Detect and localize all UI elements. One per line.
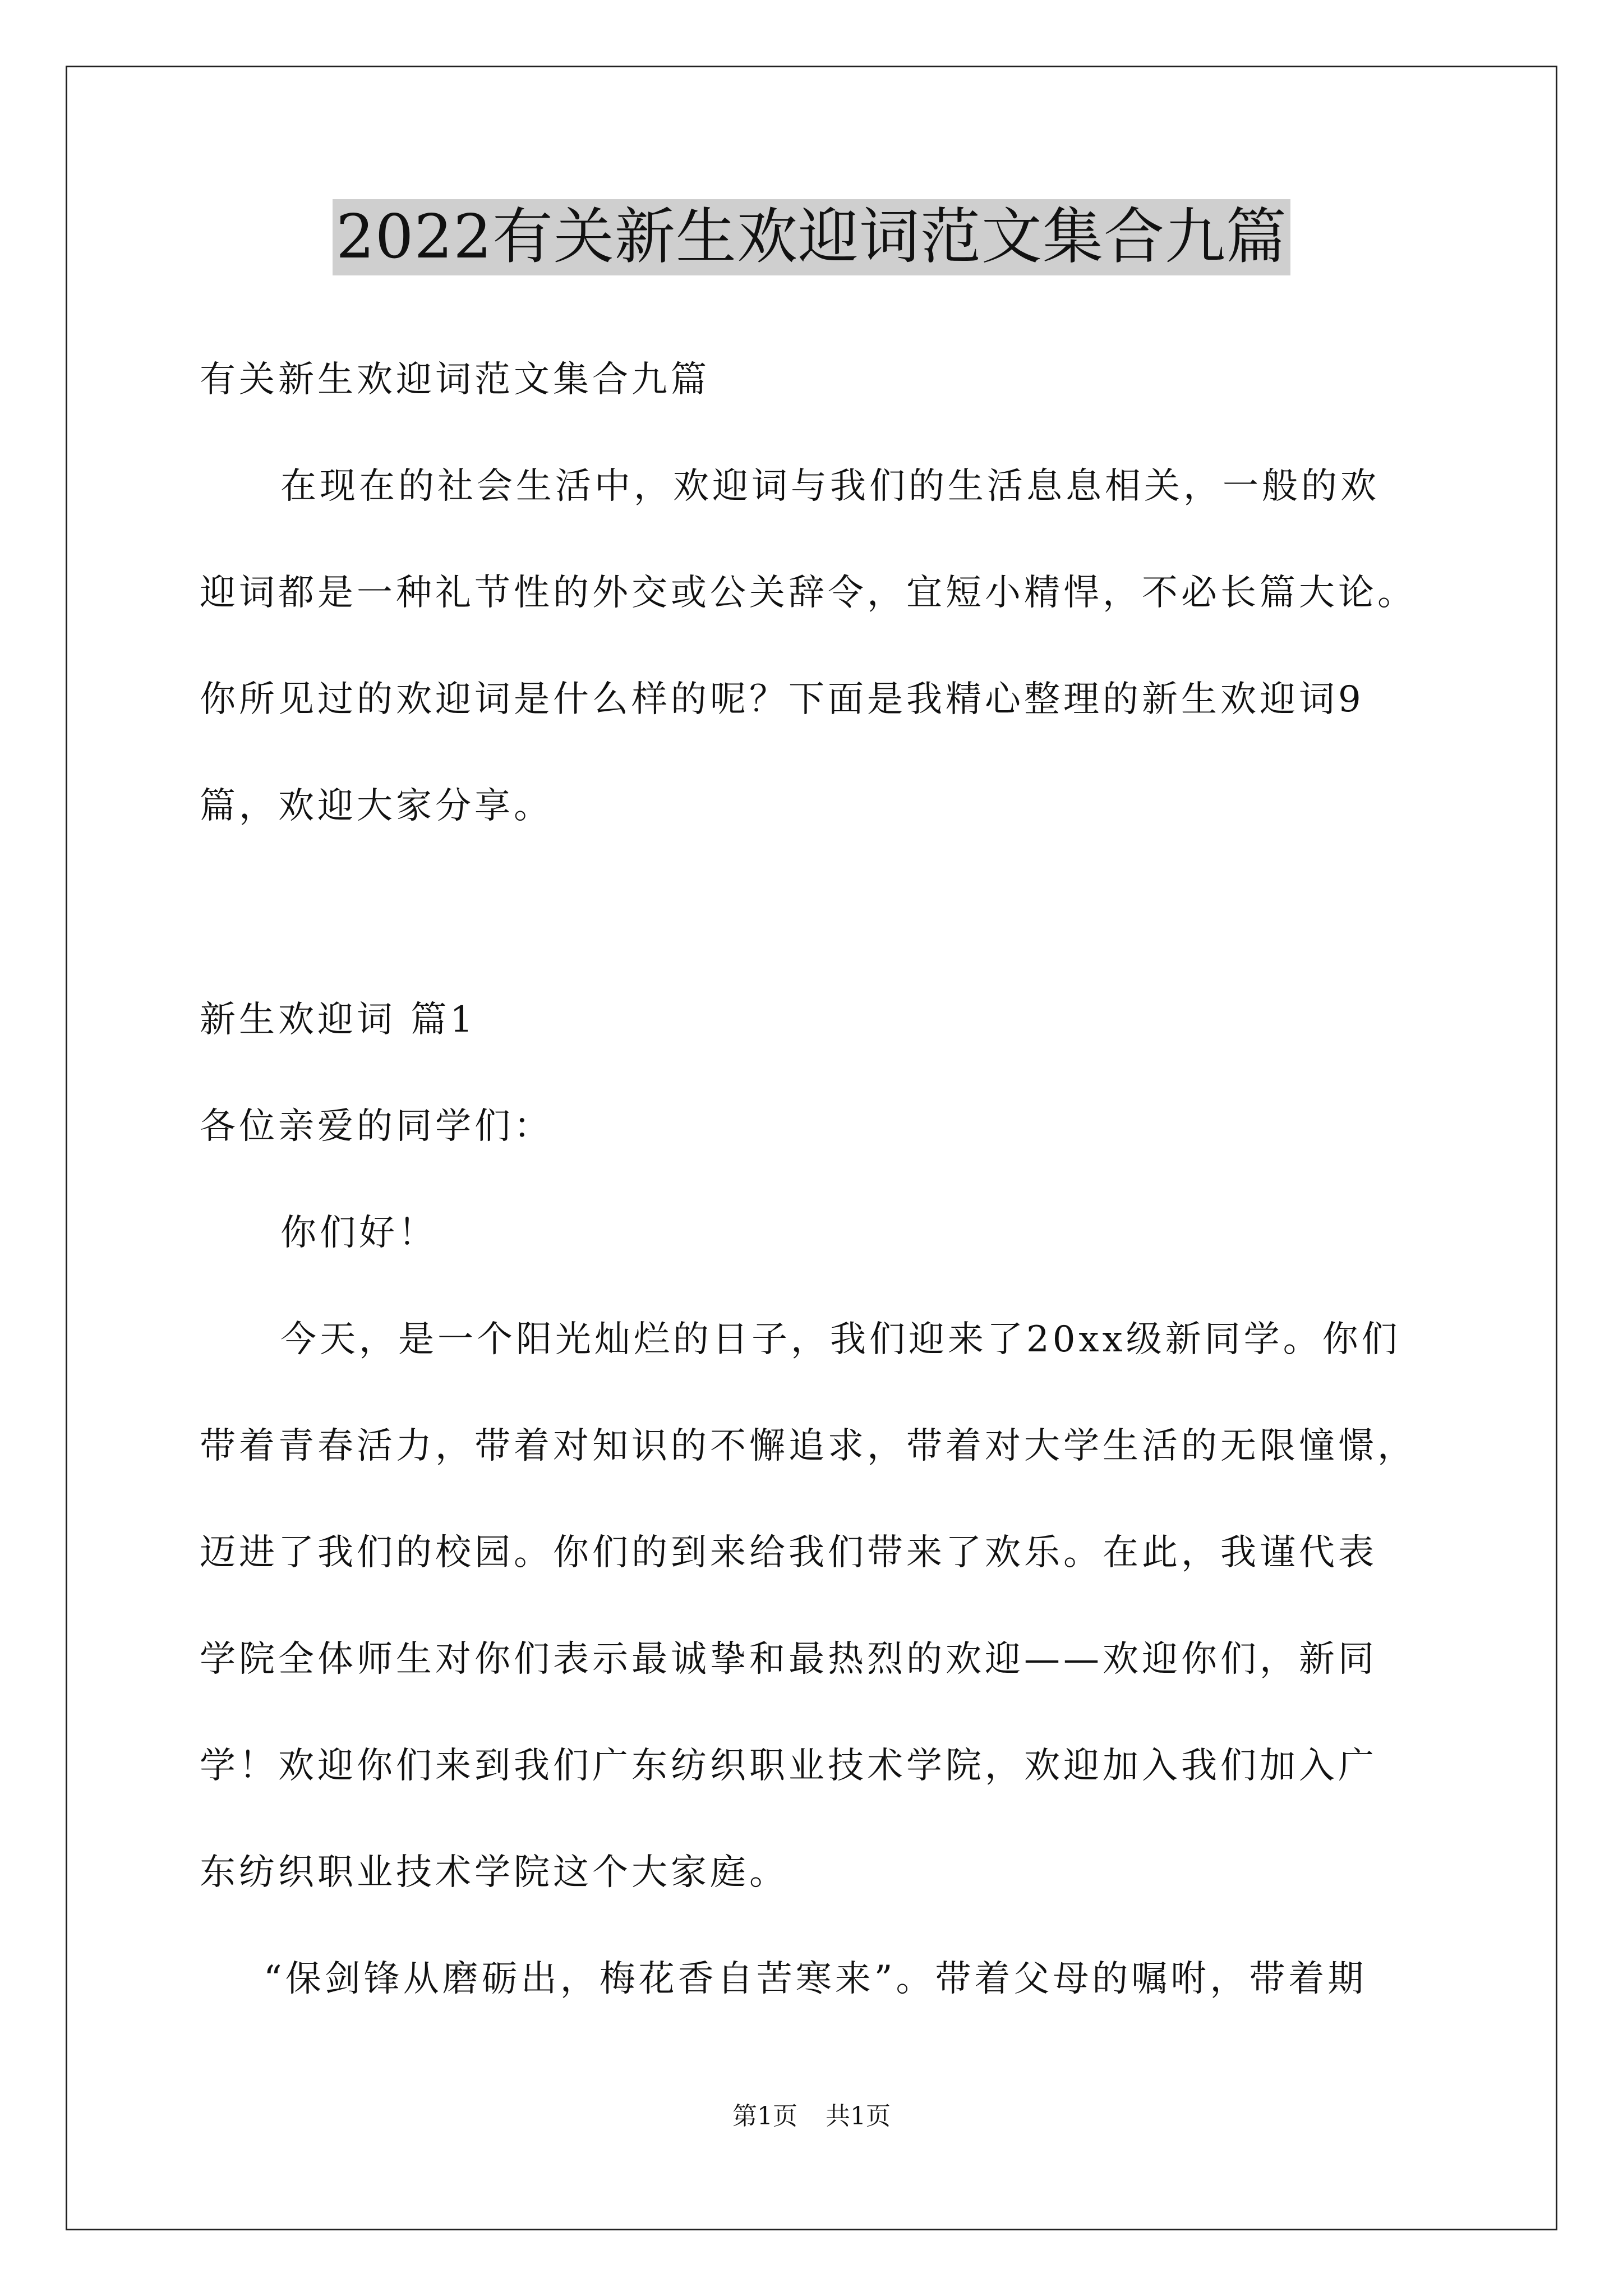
body-line-1: 今天，是一个阳光灿烂的日子，我们迎来了20xx级新同学。你们: [280, 1319, 1401, 1360]
body-line-6: 东纺织职业技术学院这个大家庭。: [200, 1852, 789, 1893]
page-footer: [0, 2101, 1623, 2132]
page-number: 第1页: [732, 2102, 797, 2131]
body-line-7: “保剑锋从磨砺出，梅花香自苦寒来”。带着父母的嘱咐，带着期: [264, 1958, 1367, 2000]
document-subtitle: 有关新生欢迎词范文集合九篇: [200, 359, 710, 401]
body-line-4: 学院全体师生对你们表示最诚挚和最热烈的欢迎——欢迎你们，新同: [200, 1639, 1377, 1680]
greeting: 你们好！: [280, 1212, 437, 1254]
salutation: 各位亲爱的同学们：: [200, 1106, 553, 1147]
body-line-5: 学！欢迎你们来到我们广东纺织职业技术学院，欢迎加入我们加入广: [200, 1745, 1377, 1787]
intro-line-2: 迎词都是一种礼节性的外交或公关辞令，宜短小精悍，不必长篇大论。: [200, 572, 1417, 614]
body-line-3: 迈进了我们的校园。你们的到来给我们带来了欢乐。在此，我谨代表: [200, 1532, 1377, 1573]
intro-line-3: 你所见过的欢迎词是什么样的呢？下面是我精心整理的新生欢迎词9: [200, 679, 1364, 720]
section-heading: 新生欢迎词 篇1: [200, 999, 477, 1041]
page-total: 共1页: [826, 2102, 891, 2131]
document-title: 2022有关新生欢迎词范文集合九篇: [333, 199, 1290, 275]
intro-line-4: 篇，欢迎大家分享。: [200, 785, 553, 827]
intro-line-1: 在现在的社会生活中，欢迎词与我们的生活息息相关，一般的欢: [280, 466, 1380, 507]
title-container: [0, 199, 1623, 275]
body-line-2: 带着青春活力，带着对知识的不懈追求，带着对大学生活的无限憧憬，: [200, 1425, 1417, 1467]
